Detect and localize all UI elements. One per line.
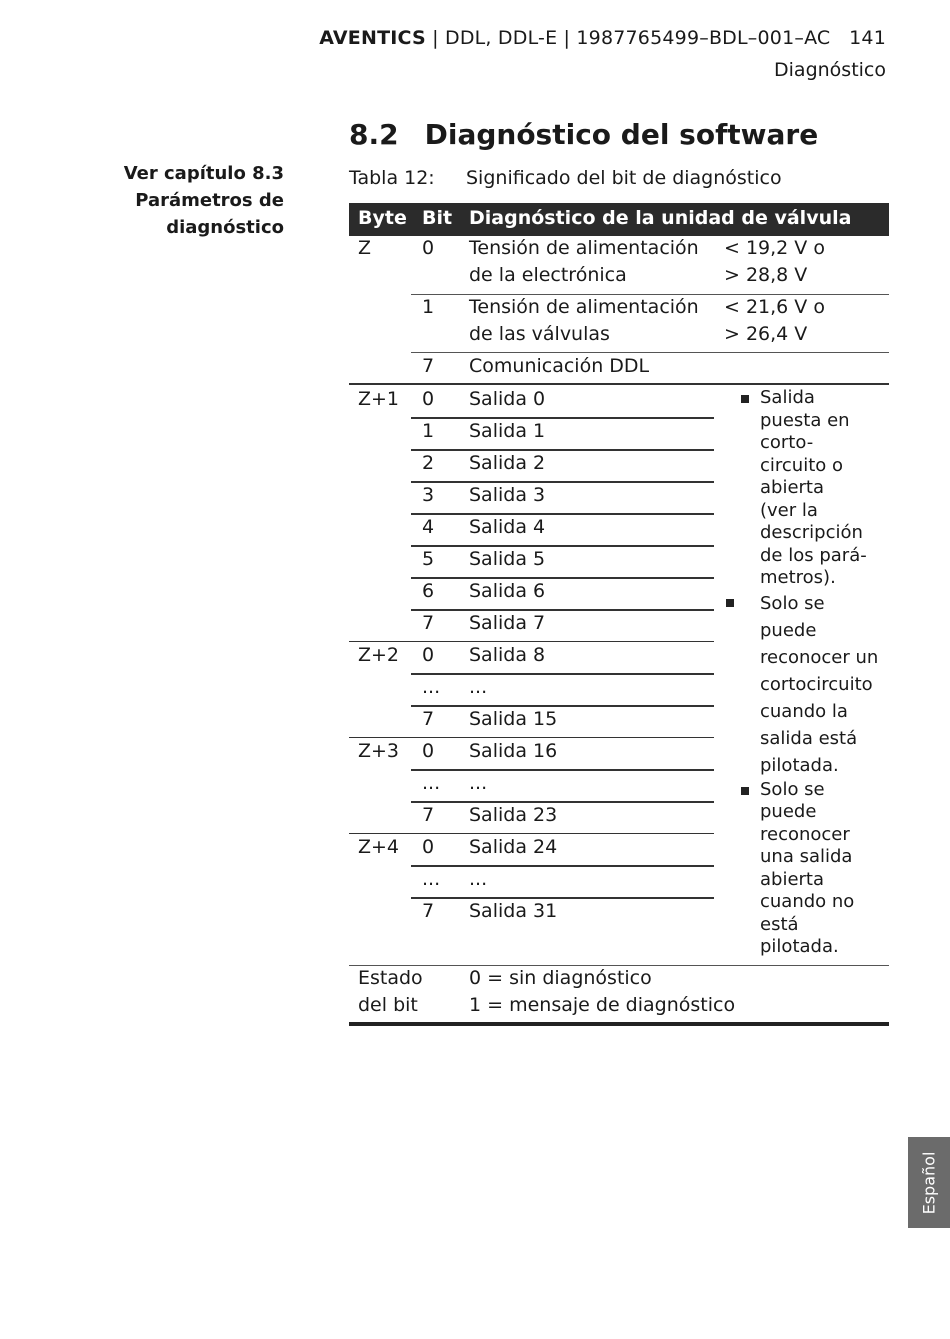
- cell-desc: Salida 5: [469, 548, 546, 570]
- note-line: está: [760, 913, 799, 935]
- note-line: cuando no: [760, 891, 855, 912]
- note-text: [760, 387, 890, 590]
- cell-desc: Salida 0: [469, 388, 546, 410]
- cell-bit: ...: [422, 676, 441, 698]
- cell-desc: Salida 1: [469, 420, 546, 442]
- sidebar-note: [124, 160, 284, 241]
- note-text: [760, 779, 890, 959]
- cell-desc: Salida 6: [469, 580, 546, 602]
- cell-byte: Z+1: [358, 388, 400, 410]
- status-value: 0 = sin diagnóstico: [469, 967, 652, 989]
- section-number: 8.2: [349, 118, 399, 151]
- row-divider: [411, 897, 714, 899]
- running-header: [319, 27, 886, 49]
- cell-desc: Salida 24: [469, 836, 558, 858]
- row-divider: [411, 801, 714, 803]
- bullet-square-icon: [726, 599, 734, 607]
- row-divider: [411, 673, 714, 675]
- cell-desc: ...: [469, 676, 488, 698]
- chapter-header: Diagnóstico: [774, 59, 886, 81]
- cell-bit: 7: [422, 355, 435, 377]
- output-notes: [760, 387, 890, 959]
- note-item: [760, 387, 890, 590]
- cell-bit: 7: [422, 804, 435, 826]
- table-caption-text: Significado del bit de diagnóstico: [466, 167, 782, 189]
- note-line: metros).: [760, 567, 836, 588]
- brand-name: AVENTICS: [319, 27, 426, 49]
- row-divider: [411, 481, 714, 483]
- cell-byte: Z+2: [358, 644, 400, 666]
- note-item: [760, 779, 890, 959]
- header-byte: Byte: [358, 207, 407, 229]
- note-line: descripción: [760, 522, 863, 543]
- cell-condition: > 28,8 V: [724, 264, 808, 286]
- cell-byte: Z: [358, 237, 372, 259]
- cell-bit: ...: [422, 868, 441, 890]
- cell-desc: ...: [469, 868, 488, 890]
- cell-desc: Salida 8: [469, 644, 546, 666]
- header-bit: Bit: [422, 207, 453, 229]
- cell-byte: Z+3: [358, 740, 400, 762]
- cell-bit: 0: [422, 836, 435, 858]
- cell-bit: 1: [422, 296, 435, 318]
- cell-desc: Salida 4: [469, 516, 546, 538]
- document-info: | DDL, DDL-E | 1987765499–BDL–001–AC: [425, 27, 831, 49]
- sidebar-note-line: Ver capítulo 8.3: [123, 163, 284, 184]
- note-line: reconocer: [760, 823, 850, 845]
- note-line: una salida: [760, 846, 853, 867]
- cell-bit: 7: [422, 900, 435, 922]
- group-divider: [349, 737, 714, 738]
- note-line: reconocer un: [760, 646, 879, 668]
- note-line: puesta en: [760, 409, 850, 431]
- language-tab: [908, 1137, 950, 1228]
- note-line: Salida: [760, 387, 815, 408]
- page-number: 141: [849, 27, 886, 49]
- cell-bit: 5: [422, 548, 435, 570]
- row-divider: [411, 417, 714, 419]
- row-divider: [411, 609, 714, 611]
- row-divider: [411, 513, 714, 515]
- row-divider: [349, 965, 889, 966]
- status-label: del bit: [358, 994, 418, 1016]
- cell-bit: 4: [422, 516, 435, 538]
- sidebar-note-line: diagnóstico: [166, 217, 284, 238]
- cell-bit: 0: [422, 740, 435, 762]
- note-line: salida está: [760, 727, 858, 749]
- header-diagnosis: Diagnóstico de la unidad de válvula: [469, 207, 852, 229]
- row-divider: [411, 294, 889, 295]
- cell-desc: Comunicación DDL: [469, 355, 650, 377]
- cell-desc: Salida 31: [469, 900, 558, 922]
- section-title-text: Diagnóstico del software: [424, 118, 819, 151]
- cell-bit: 3: [422, 484, 435, 506]
- cell-bit: 0: [422, 644, 435, 666]
- note-line: Solo se: [760, 778, 825, 800]
- sidebar-note-line: Parámetros de: [135, 190, 284, 211]
- cell-desc: Salida 7: [469, 612, 546, 634]
- cell-condition: < 19,2 V o: [724, 237, 825, 259]
- note-item: [760, 590, 890, 779]
- cell-desc: Tensión de alimentación: [469, 296, 699, 318]
- cell-bit: 7: [422, 612, 435, 634]
- cell-bit: 0: [422, 237, 435, 259]
- cell-bit: ...: [422, 772, 441, 794]
- table-caption-label: Tabla 12:: [349, 167, 435, 189]
- row-divider: [411, 705, 714, 707]
- cell-byte: Z+4: [358, 836, 400, 858]
- cell-bit: 0: [422, 388, 435, 410]
- cell-desc: Tensión de alimentación: [469, 237, 699, 259]
- table-header: [349, 203, 889, 236]
- cell-desc: de la electrónica: [469, 264, 627, 286]
- row-divider: [411, 352, 889, 353]
- cell-bit: 6: [422, 580, 435, 602]
- group-divider: [349, 641, 714, 642]
- bullet-square-icon: [741, 787, 749, 795]
- note-line: cortocircuito: [760, 673, 873, 695]
- row-divider: [411, 449, 714, 451]
- row-divider: [411, 865, 714, 867]
- cell-desc: Salida 2: [469, 452, 546, 474]
- status-label: Estado: [358, 967, 423, 989]
- section-title: [349, 118, 818, 151]
- note-line: corto-: [760, 432, 814, 453]
- cell-desc: Salida 3: [469, 484, 546, 506]
- cell-desc: Salida 15: [469, 708, 558, 730]
- note-line: Solo se: [760, 592, 825, 614]
- group-divider: [349, 833, 714, 834]
- cell-bit: 7: [422, 708, 435, 730]
- cell-condition: < 21,6 V o: [724, 296, 825, 318]
- row-divider: [411, 769, 714, 771]
- note-line: puede: [760, 619, 817, 641]
- note-line: de los pará-: [760, 544, 867, 566]
- cell-desc: Salida 23: [469, 804, 558, 826]
- group-divider: [349, 383, 889, 385]
- bullet-square-icon: [741, 395, 749, 403]
- cell-desc: Salida 16: [469, 740, 558, 762]
- note-line: cuando la: [760, 700, 848, 722]
- table-bottom-rule: [349, 1022, 889, 1026]
- note-line: abierta: [760, 477, 825, 498]
- note-line: pilotada.: [760, 936, 839, 957]
- cell-bit: 2: [422, 452, 435, 474]
- table-caption: [349, 167, 782, 189]
- status-value: 1 = mensaje de diagnóstico: [469, 994, 736, 1016]
- note-line: puede: [760, 801, 817, 822]
- note-line: circuito o: [760, 454, 844, 476]
- cell-desc: de las válvulas: [469, 323, 610, 345]
- cell-desc: ...: [469, 772, 488, 794]
- note-line: (ver la: [760, 499, 818, 521]
- row-divider: [411, 545, 714, 547]
- language-tab-label: Español: [919, 1151, 939, 1214]
- cell-bit: 1: [422, 420, 435, 442]
- note-line: pilotada.: [760, 754, 839, 776]
- row-divider: [411, 577, 714, 579]
- note-line: abierta: [760, 868, 825, 890]
- note-text: [760, 590, 890, 779]
- cell-condition: > 26,4 V: [724, 323, 808, 345]
